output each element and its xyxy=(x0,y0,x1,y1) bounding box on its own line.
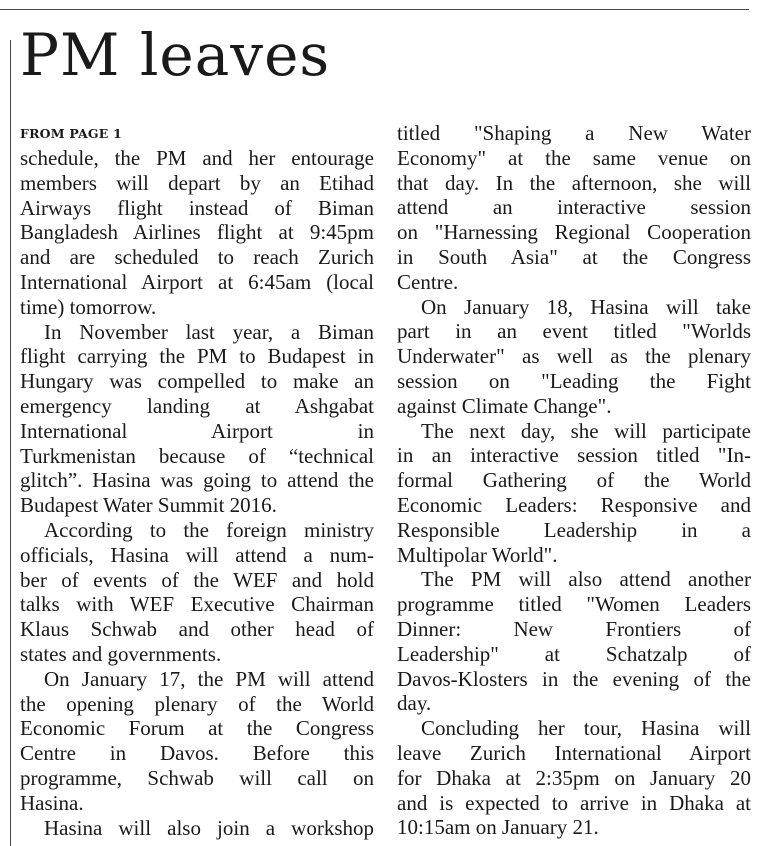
article-text-line: time) tomorrow. xyxy=(20,294,157,319)
article-text-line: Multipolar World". xyxy=(397,542,558,567)
article-text-line: Centre. xyxy=(397,269,459,294)
article-text-line: against Climate Change". xyxy=(397,393,612,418)
article-text-line: in an interactive session titled "In- xyxy=(397,443,751,468)
article-text-line: Klaus Schwab and other head of xyxy=(20,617,374,642)
article-text-line: Economic Leaders: Responsive and xyxy=(397,492,751,517)
article-text-line: day. xyxy=(397,691,432,716)
article-text-line: International Airport at 6:45am (local xyxy=(20,269,374,294)
article-text-line: ber of events of the WEF and hold xyxy=(20,567,374,592)
article-text-line: According to the foreign ministry xyxy=(44,517,374,542)
article-text-line: titled "Shaping a New Water xyxy=(397,121,751,145)
article-text-line: officials, Hasina will attend a num- xyxy=(20,542,374,567)
left-column xyxy=(20,121,374,840)
article-text-line: Centre in Davos. Before this xyxy=(20,741,374,766)
article-text-line: Concluding her tour, Hasina will xyxy=(421,716,751,741)
article-text-line: for Dhaka at 2:35pm on January 20 xyxy=(397,765,751,790)
article-text-line: On January 18, Hasina will take xyxy=(421,294,751,319)
article-text-line: The next day, she will participate xyxy=(421,418,751,443)
article-text-line: states and governments. xyxy=(20,641,222,666)
jump-label: FROM PAGE 1 xyxy=(20,126,122,141)
article-text-line: on "Harnessing Regional Cooperation xyxy=(397,220,751,245)
article-text-line: International Airport in xyxy=(20,418,374,443)
article-text-line: programme titled "Women Leaders xyxy=(397,592,751,617)
right-column-body xyxy=(397,121,751,840)
article-text-line: leave Zurich International Airport xyxy=(397,740,751,765)
article-text-line: Responsible Leadership in a xyxy=(397,517,751,542)
article-text-line: Davos-Klosters in the evening of the xyxy=(397,666,751,691)
column-rule xyxy=(10,40,11,846)
article-text-line: In November last year, a Biman xyxy=(44,319,374,344)
article-text-line: Economy" at the same venue on xyxy=(397,145,751,170)
article-text-line: programme, Schwab will call on xyxy=(20,765,374,790)
article-text-line: Hasina. xyxy=(20,790,84,815)
article-text-line: Leadership" at Schatzalp of xyxy=(397,641,751,666)
article-text-line: Airways flight instead of Biman xyxy=(20,195,374,220)
article-text-line: On January 17, the PM will attend xyxy=(44,666,374,691)
article-text-line: glitch”. Hasina was going to attend the xyxy=(20,468,374,493)
article-text-line: The PM will also attend another xyxy=(421,567,751,592)
article-text-line: attend an interactive session xyxy=(397,195,751,220)
article-text-line: schedule, the PM and her entourage xyxy=(20,146,374,170)
article-text-line: Bangladesh Airlines flight at 9:45pm xyxy=(20,220,374,245)
article-text-line: and is expected to arrive in Dhaka at xyxy=(397,790,751,815)
right-column xyxy=(397,121,751,840)
top-rule xyxy=(0,9,749,10)
article-text-line: 10:15am on January 21. xyxy=(397,815,599,840)
article-text-line: Hungary was compelled to make an xyxy=(20,369,374,394)
article-text-line: Dinner: New Frontiers of xyxy=(397,616,751,641)
article-text-line: that day. In the afternoon, she will xyxy=(397,170,751,195)
article-text-line: Hasina will also join a workshop xyxy=(44,815,374,840)
article-text-line: Economic Forum at the Congress xyxy=(20,716,374,741)
article-text-line: Budapest Water Summit 2016. xyxy=(20,493,277,518)
article-text-line: members will depart by an Etihad xyxy=(20,170,374,195)
article-text-line: formal Gathering of the World xyxy=(397,468,751,493)
left-column-body xyxy=(20,146,374,840)
article-text-line: talks with WEF Executive Chairman xyxy=(20,592,374,617)
article-text-line: session on "Leading the Fight xyxy=(397,368,751,393)
article-text-line: flight carrying the PM to Budapest in xyxy=(20,344,374,369)
article-text-line: emergency landing at Ashgabat xyxy=(20,393,374,418)
headline: PM leaves xyxy=(20,21,331,89)
article-text-line: in South Asia" at the Congress xyxy=(397,244,751,269)
article-text-line: part in an event titled "Worlds xyxy=(397,319,751,344)
article-text-line: Underwater" as well as the plenary xyxy=(397,344,751,369)
article-text-line: the opening plenary of the World xyxy=(20,691,374,716)
article-text-line: Turkmenistan because of “technical xyxy=(20,443,374,468)
article-text-line: and are scheduled to reach Zurich xyxy=(20,245,374,270)
